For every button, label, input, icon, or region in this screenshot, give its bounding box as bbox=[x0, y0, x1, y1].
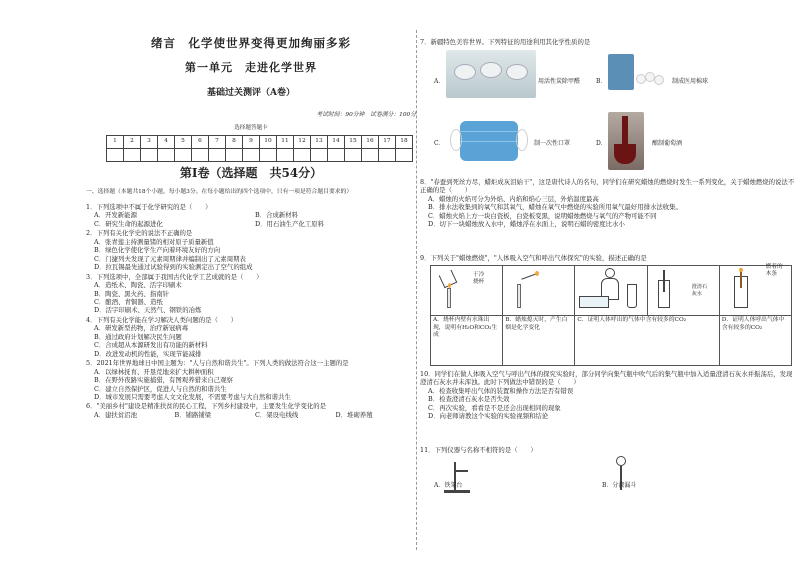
question-6 bbox=[86, 402, 416, 419]
question-option: C．建立自然保护区，促进人与自然的和谐共生 bbox=[94, 384, 227, 393]
question-option: C．门捷列夫发现了元素周期律并编制出了元素周期表 bbox=[94, 254, 246, 263]
question-list-left bbox=[86, 203, 416, 420]
funnel-bulb-icon bbox=[616, 456, 626, 466]
section-instruction: 一、选择题（本题共18个小题，每小题3分。在每小题给出的四个选项中，只有一项是符合题目要求的） bbox=[86, 189, 353, 195]
person-head-icon bbox=[605, 268, 615, 278]
q10-option: A．检查收集呼出气体的装置和操作方法是否有错误 bbox=[428, 386, 574, 395]
answer-blank-cell[interactable] bbox=[345, 149, 362, 162]
q7-option-c-label: 制一次性口罩 bbox=[534, 140, 571, 147]
section-title: 第Ⅰ卷（选择题 共54分） bbox=[179, 166, 323, 180]
answer-blank-cell[interactable] bbox=[311, 149, 328, 162]
answer-number-cell: 4 bbox=[158, 136, 175, 149]
answer-blank-cell[interactable] bbox=[362, 149, 379, 162]
q8-option: C．蜡烛火焰上方一块白瓷板，白瓷板变黑，说明蜡烛燃烧与氧气的产物可能不同 bbox=[428, 211, 657, 220]
answer-number-cell: 14 bbox=[328, 136, 345, 149]
question-option: A．研发新型药物，治疗新冠病毒 bbox=[94, 324, 189, 333]
experiment-table bbox=[430, 265, 792, 366]
question-8-stem: 8．"春蚕到死丝方尽，蜡炬成灰泪始干"，这是唐代诗人的名句，同学们在研究蜡烛的燃烧时发生一系列变化，关于蜡烛燃烧的说法不正确的是（ ） bbox=[420, 178, 794, 195]
experiment-cell-b bbox=[503, 266, 575, 316]
answer-blank-cell[interactable] bbox=[277, 149, 294, 162]
gas-bottle-icon bbox=[627, 284, 637, 308]
question-option: B．通过政府计划解决民生问题 bbox=[94, 332, 182, 341]
question-11-stem: 11．下列仪器与名称不相符的是（ ） bbox=[420, 446, 537, 454]
option-row bbox=[86, 411, 416, 419]
candle-icon bbox=[517, 284, 521, 308]
experiment-cell-e bbox=[719, 266, 791, 316]
burning-stick-label: 燃着的木条 bbox=[765, 264, 783, 278]
question-option: C．酿酒、青铜器、造纸 bbox=[94, 297, 163, 306]
answer-blank-cell[interactable] bbox=[379, 149, 396, 162]
question-option: D．活字印刷术、天然气、钢铁的冶炼 bbox=[94, 306, 202, 315]
limewater-label: 澄清石灰水 bbox=[691, 284, 708, 297]
candle-icon bbox=[447, 288, 451, 308]
q9-option-c: C．证明人体呼出的气体中含有较多的CO₂ bbox=[575, 316, 719, 366]
question-option: C．架设电线线 bbox=[255, 410, 299, 419]
column-divider bbox=[416, 30, 417, 550]
q11-option-b: B．分液漏斗 bbox=[602, 482, 637, 489]
question-option: D．改进发动机的性能，实现节能减排 bbox=[94, 349, 202, 358]
answer-number-cell: 8 bbox=[226, 136, 243, 149]
q11-option-a: A．铁架台 bbox=[434, 482, 463, 489]
q9-option-b: B．蜡烛熄灭时，产生白烟是化学变化 bbox=[503, 316, 575, 366]
option-row bbox=[86, 211, 416, 219]
activated-carbon-photo bbox=[446, 50, 536, 98]
answer-blank-cell[interactable] bbox=[124, 149, 141, 162]
option-row bbox=[86, 220, 416, 228]
answer-number-cell: 1 bbox=[107, 136, 124, 149]
q9-option-d: D．证明人体呼出气体中含有较多的CO₂ bbox=[719, 316, 791, 366]
right-column bbox=[420, 0, 794, 562]
answer-blank-cell[interactable] bbox=[158, 149, 175, 162]
q7-option-a-letter: A． bbox=[434, 78, 445, 85]
experiment-cell-d bbox=[647, 266, 719, 316]
q7-option-b-label: 制成医用棉球 bbox=[672, 78, 709, 85]
question-option: D．拉瓦锡最先通过试验得到的实验测定出了空气的组成 bbox=[94, 263, 253, 272]
question-10 bbox=[420, 370, 794, 421]
question-stem: 1．下列选项中不属于化学研究的是（ ） bbox=[86, 203, 212, 211]
answer-blank-cell[interactable] bbox=[226, 149, 243, 162]
answer-number-cell: 10 bbox=[260, 136, 277, 149]
q10-option: D．向老师请教这个实验的实验视频和结论 bbox=[428, 412, 549, 421]
wine-photo bbox=[608, 112, 644, 170]
iron-stand-clamp-icon bbox=[456, 470, 468, 472]
q8-option: D．切下一块蜡烛放入水中，蜡烛浮在水面上，说明石蜡的密度比水小 bbox=[428, 220, 625, 229]
answer-number-cell: 11 bbox=[277, 136, 294, 149]
question-5 bbox=[86, 359, 416, 401]
answer-number-cell: 15 bbox=[345, 136, 362, 149]
q10-option: C．再次实验，看看是不是还会出现相同的现象 bbox=[428, 403, 561, 412]
exam-meta: 考试时间：90分钟 试卷满分：100分 bbox=[316, 112, 416, 118]
flame-icon bbox=[739, 268, 743, 272]
question-option: C．合成超从本源研发出有功能的新材料 bbox=[94, 341, 208, 350]
q7-option-c-letter: C． bbox=[434, 140, 445, 147]
answer-number-cell: 9 bbox=[243, 136, 260, 149]
question-option: A．造纸术、陶瓷、活字印刷术 bbox=[94, 281, 182, 290]
question-stem: 6．"美丽乡村"建设是精准扶贫的民心工程，下列乡村建设中，主要发生化学变化的是 bbox=[86, 402, 327, 411]
question-9-stem: 9．下列关于"蜡烛燃烧"，"人体吸入空气和呼出气体探究"的实验，描述正确的是 bbox=[420, 254, 647, 262]
experiment-cell-c bbox=[575, 266, 647, 316]
answer-number-cell: 13 bbox=[311, 136, 328, 149]
q8-option: B．排水法收集到的氧气和其氧气，蜡烛在氧气中燃烧的实验所用氧气最好用排水法收集。 bbox=[428, 203, 682, 212]
left-column bbox=[86, 0, 416, 562]
question-option: A．以绿林抚育、开垦荒地来扩大耕种面积 bbox=[94, 367, 214, 376]
answer-number-cell: 16 bbox=[362, 136, 379, 149]
water-trough-icon bbox=[579, 296, 609, 308]
answer-blank-cell[interactable] bbox=[328, 149, 345, 162]
question-option: B．陶瓷、黑火药、指南针 bbox=[94, 289, 169, 298]
question-stem: 3．下列选项中，全部属于我国古代化学工艺成就的是（ ） bbox=[86, 272, 263, 281]
chapter-title: 绪言 化学使世界变得更加绚丽多彩 bbox=[151, 36, 351, 50]
q7-option-b-letter: B． bbox=[596, 78, 607, 85]
dry-beaker-label: 干冷烧杯 bbox=[473, 272, 485, 286]
q7-option-a-label: 用活性炭除甲醛 bbox=[538, 78, 581, 85]
answer-number-cell: 7 bbox=[209, 136, 226, 149]
answer-blank-cell[interactable] bbox=[141, 149, 158, 162]
cotton-package-photo bbox=[608, 54, 634, 90]
question-option: D．用石油生产化工原料 bbox=[255, 219, 325, 228]
question-option: D．堆砌养殖 bbox=[335, 410, 373, 419]
answer-number-cell: 3 bbox=[141, 136, 158, 149]
question-option: D．城市发展只需要考虑人文文化发展，不需要考虑与大自然和谐共生 bbox=[94, 392, 291, 401]
answer-blank-cell[interactable] bbox=[243, 149, 260, 162]
question-stem: 2．下列有关化学史的说法不正确的是 bbox=[86, 229, 193, 238]
question-3 bbox=[86, 273, 416, 315]
dropper-icon bbox=[663, 270, 665, 292]
q7-option-d-label: 酿制葡萄酒 bbox=[652, 140, 683, 147]
answer-card-table bbox=[106, 135, 413, 162]
q9-option-a: A．烧杯内壁有水珠出现，说明有H₂O和CO₂生成 bbox=[431, 316, 503, 366]
answer-blank-cell[interactable] bbox=[175, 149, 192, 162]
answer-number-cell: 2 bbox=[124, 136, 141, 149]
question-stem: 5．2021年世界地球日中国主题为："人与自然和谐共生"。下列人类的做法符合这一主题的是 bbox=[86, 359, 349, 368]
flame-icon bbox=[448, 283, 451, 288]
answer-blank-row bbox=[107, 149, 413, 162]
answer-number-cell: 6 bbox=[192, 136, 209, 149]
q10-option: B．检查澄清石灰水是否失效 bbox=[428, 395, 510, 404]
question-option: A．建扶贫沼池 bbox=[94, 410, 137, 419]
question-2 bbox=[86, 229, 416, 271]
answer-blank-cell[interactable] bbox=[294, 149, 311, 162]
question-option: B．在野外夜路实施捕猎，有图观养猎来自己观察 bbox=[94, 376, 233, 385]
test-title: 基础过关测评（A卷） bbox=[207, 88, 295, 98]
cotton-balls-photo bbox=[636, 70, 666, 88]
iron-stand-base-icon bbox=[444, 490, 470, 493]
question-10-stem: 10．同学们在做人体吸入空气与呼出气体的探究实验时，部分同学向集气瓶中吹气后的集气瓶中加入适量澄清石灰水并振荡后，发现澄清石灰水并未浑浊。此时下列做法中错误的是（ ） bbox=[420, 370, 793, 387]
q7-option-d-letter: D． bbox=[596, 140, 607, 147]
question-7-stem: 7．新疆特色美容世界。下列特征的用途利用其化学性质的是 bbox=[420, 38, 591, 46]
unit-title: 第一单元 走进化学世界 bbox=[185, 61, 317, 74]
question-8 bbox=[420, 178, 794, 229]
question-stem: 4．下列有关化学能在学习解决人类问题的是（ ） bbox=[86, 315, 238, 324]
answer-blank-cell[interactable] bbox=[260, 149, 277, 162]
answer-number-cell: 17 bbox=[379, 136, 396, 149]
question-4 bbox=[86, 316, 416, 358]
question-option: B．合成新材料 bbox=[255, 211, 299, 220]
mask-photo bbox=[450, 115, 526, 167]
answer-blank-cell[interactable] bbox=[192, 149, 209, 162]
answer-blank-cell[interactable] bbox=[396, 149, 413, 162]
q8-option: A．蜡烛的火焰可分为外焰、内焰和焰心三层，外焰温度最高 bbox=[428, 194, 599, 203]
question-option: A．开发新能源 bbox=[94, 211, 137, 220]
question-option: B．铺路铺梁 bbox=[174, 410, 212, 419]
question-option: B．绿色化学使化学生产向着环境友好的方向 bbox=[94, 246, 221, 255]
flame-icon bbox=[535, 271, 539, 276]
question-1 bbox=[86, 203, 416, 228]
experiment-cell-a bbox=[431, 266, 503, 316]
question-option: C．研究生命的起源进化 bbox=[94, 219, 163, 228]
answer-number-cell: 5 bbox=[175, 136, 192, 149]
answer-number-cell: 12 bbox=[294, 136, 311, 149]
answer-blank-cell[interactable] bbox=[107, 149, 124, 162]
answer-blank-cell[interactable] bbox=[209, 149, 226, 162]
question-option: A．张青莲主持测量锗的相对原子质量新值 bbox=[94, 237, 214, 246]
answer-number-cell: 18 bbox=[396, 136, 413, 149]
answer-card-caption: 选择题答题卡 bbox=[234, 125, 268, 131]
answer-number-row bbox=[107, 136, 413, 149]
